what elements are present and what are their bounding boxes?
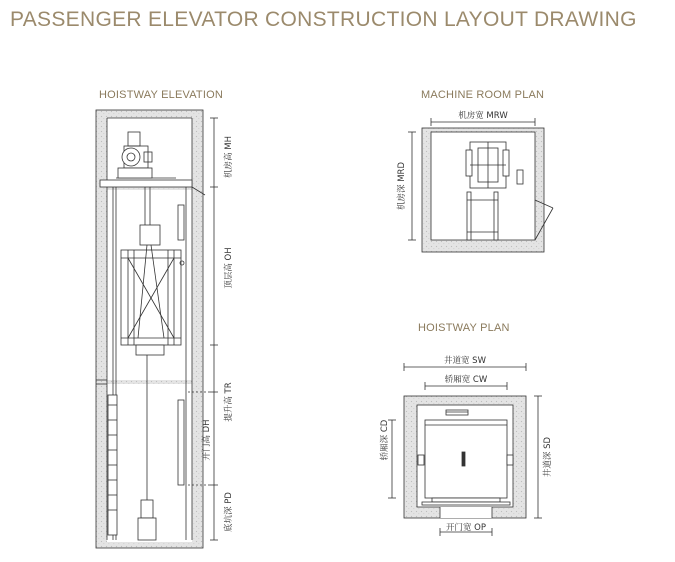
dim-pd: 底坑深 PD [224, 492, 234, 532]
dim-cw: 轿厢宽 CW [444, 375, 488, 385]
machine-room-plan-label: MACHINE ROOM PLAN [421, 89, 545, 101]
dim-op: 开门宽 OP [445, 523, 487, 533]
dim-dh: 开门高 DH [202, 419, 212, 461]
dim-tr: 提升高 TR [224, 382, 234, 422]
hoistway-elevation-drawing [96, 110, 218, 548]
dim-mrw: 机房宽 MRW [458, 111, 508, 121]
hoistway-plan-drawing [388, 363, 542, 536]
dim-cd: 轿厢深 CD [380, 419, 390, 461]
dim-sw: 井道宽 SW [443, 356, 487, 366]
dim-sd: 井道深 SD [543, 436, 553, 478]
dim-mh: 机房高 MH [224, 136, 234, 178]
machine-room-plan-drawing [408, 118, 553, 252]
hoistway-plan-label: HOISTWAY PLAN [418, 322, 510, 334]
dim-oh: 顶层高 OH [224, 247, 234, 289]
hoistway-elevation-label: HOISTWAY ELEVATION [99, 89, 224, 101]
page-title: PASSENGER ELEVATOR CONSTRUCTION LAYOUT DRAWING [10, 8, 637, 31]
dim-mrd: 机房深 MRD [397, 162, 407, 210]
